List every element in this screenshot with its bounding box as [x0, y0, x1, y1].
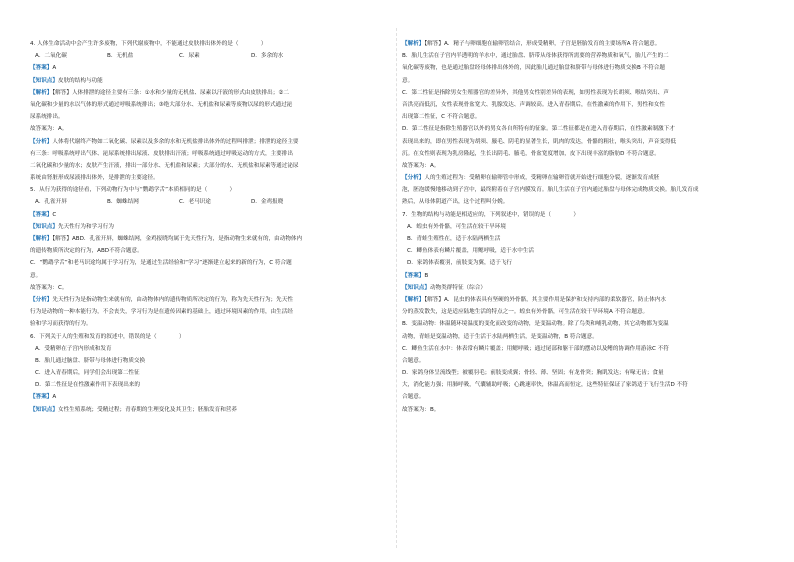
- q7-option-b: B．青蛙生殖性在，适于水陆两栖生活: [407, 236, 501, 242]
- q5-option-a: A．孔雀开屏: [35, 199, 67, 206]
- q4-option-a: A．二氧化碳: [35, 53, 67, 60]
- question-6-stem: 6．下列关于人的生殖和发育的叙述中，错误的是（ ）: [30, 333, 185, 340]
- question-5-stem: 5．从行为获得的途径看，下列动物行为中与“鹦鹉学舌”本质相同的是（ ）: [30, 187, 236, 194]
- analysis-text: 【解答】人体排泄的途径主要有三条：①水和少量的无机盐、尿素以汗液的形式由皮肤排出；②二: [52, 89, 289, 96]
- analysis-tag: 【解析】: [402, 41, 425, 47]
- answer-tag: 【答案】: [30, 394, 53, 401]
- answer-value: A: [52, 65, 57, 72]
- review-text: 人体将代谢终产物如二氧化碳、尿素以及多余的水和无机盐排出体外的过程叫排泄；排泄的途径主要: [52, 138, 299, 145]
- q7-knowledge-point: [402, 282, 757, 294]
- q4-knowledge-point: [30, 75, 385, 87]
- answer-value: B: [424, 272, 429, 279]
- analysis-tag: 【解析】: [30, 89, 53, 96]
- analysis-text: 【解答】ABD．孔雀开屏，蜘蛛结网，金鸡报晓均属于先天性行为，是指动物生来就有的，由动物体内: [52, 236, 303, 242]
- q4-review-line: [30, 136, 385, 148]
- q6-analysis-line: 意。: [402, 77, 414, 84]
- answer-tag: 【答案】: [30, 65, 53, 72]
- q7-option-c: C．鲫鱼体表有鳞片覆盖，用鳃呼吸，适于水中生活: [407, 248, 534, 255]
- q5-option-d: D．金鸡报晓: [251, 199, 284, 206]
- q7-answer: [402, 270, 757, 282]
- q5-analysis-line: 意。: [30, 272, 42, 279]
- q6-analysis-line: C．第二性征是指除男女生殖器官的差异外，其他男女性别差异的表现，如男性表现为长胡须、喉结突出、声: [402, 89, 669, 96]
- q6-analysis-line: B．胎儿生活在子宫内半透明的羊水中，通过胎盘、脐带从母体获得所需要的营养物质和氧气，胎儿产生的二: [402, 53, 669, 60]
- q7-analysis-line: D．家鸽身体呈流线型；被覆羽毛；前肢变成翼；骨轻、薄、坚固；有龙骨突；胸肌发达；有喙无齿；食量: [402, 370, 664, 377]
- right-column: [402, 38, 757, 416]
- q7-option-d: D．家鸽体表覆羽，前肢变为翼，适于飞行: [407, 260, 512, 267]
- knowledge-point-text: 动物类群特征（综合）: [429, 284, 486, 291]
- q7-analysis-line: [402, 294, 757, 306]
- left-column: [30, 38, 385, 416]
- review-text: 人的生殖过程为：受精卵在输卵管中形成，受精卵在输卵管就开始进行细胞分裂，逐渐发育成胚: [424, 175, 660, 182]
- q4-analysis-line: [30, 87, 385, 99]
- q4-review-line: 有三条：呼吸系统呼出气体、泌尿系统排出尿液、皮肤排出汗液；呼吸系统通过呼吸运动的方式，主要排出: [30, 150, 293, 157]
- q6-option-c: C．进入青春期后，同学们会出现第二性征: [35, 370, 140, 377]
- review-tag: 【分析】: [30, 138, 53, 145]
- q7-analysis-line: 大，消化能力强；用肺呼吸，气囊辅助呼吸；心跳速率快，体温高而恒定，这些特征保证了家鸽适于飞行生活D 不符: [402, 382, 688, 389]
- q6-analysis-line: 故答案为：A。: [402, 162, 440, 169]
- q6-option-a: A．受精卵在子宫内形成和发育: [35, 345, 112, 352]
- analysis-tag: 【解析】: [30, 236, 53, 242]
- q5-analysis-line: [30, 233, 385, 245]
- q6-knowledge-point: [30, 404, 385, 416]
- knowledge-point-text: 女性生殖系统；受精过程；青春期的生理变化及其卫生；胚胎发育和营养: [57, 406, 237, 413]
- q7-analysis-line: 故答案为：B。: [402, 406, 440, 413]
- q6-analysis-line: 音洪亮而低沉，女性表现骨盆宽大、乳腺发达、声调较高。进入青春期后，在性激素的作用下，男性和女性: [402, 101, 665, 108]
- q7-analysis-line: C．鲫鱼生活在水中：体表常有鳞片覆盖；用鳃呼吸；通过尾部和躯干部的摆动以及鳍的协调作用游泳C 不符: [402, 345, 669, 352]
- q5-analysis-line: 的遗传物质所决定的行为，ABD不符合题意。: [30, 248, 143, 255]
- question-7-stem: 7．生物的结构与功能是相适应的，下列叙述中，错误的是（ ）: [402, 211, 579, 218]
- question-4-options: [30, 50, 385, 62]
- q7-option-a: A．蝗虫有外骨骼，可生活在较干旱环境: [407, 223, 506, 230]
- q4-analysis-line: 氧化碳和少量的水以气体的形式通过呼吸系统排出；③绝大部分水、无机盐和尿素等废物以尿的形式通过泌: [30, 101, 293, 108]
- q5-analysis-line: C．“鹦鹉学舌”和老马识途均属于学习行为，是通过生活经验和“学习”逐渐建立起来的新的行为，C 符合题: [30, 260, 292, 267]
- q6-analysis-line: 出现第二性征，C 不符合题意。: [402, 114, 481, 121]
- q5-answer: [30, 209, 385, 221]
- q7-analysis-line: 合题意。: [402, 357, 425, 364]
- knowledge-point-tag: 【知识点】: [30, 77, 58, 84]
- knowledge-point-tag: 【知识点】: [402, 284, 430, 291]
- q7-analysis-line: 动物，青蛙是变温动物，适于生活于水陆两栖生活，是变温动物，B 符合题意。: [402, 333, 598, 340]
- review-tag: 【分析】: [402, 175, 425, 182]
- q6-analysis-line: 表现出来的，即在男性表现为胡须、腋毛、阴毛的显著生长，肌肉的发达，骨骼的粗壮，喉头突出，声音变得低: [402, 138, 677, 145]
- q7-analysis-line: 分的蒸发散失，这是适应陆地生活的特点之一。蝗虫有外骨骼，可生活在较干旱环境A 不符合题意。: [402, 309, 649, 316]
- q6-review-line: 泡，胚泡缓慢地移动到子宫中，最终附着在子宫内膜发育。胎儿生活在子宫内通过胎盘与母体完成物质交换。胎儿发育成: [402, 187, 699, 194]
- analysis-text: 【解答】A．精子与卵细胞在输卵管结合，形成受精卵，子宫是胚胎发育的主要场所A 符合题意。: [424, 41, 661, 47]
- q7-analysis-line: B．变温动物：体温随环境温度的变化而改变的动物，是变温动物。除了鸟类和哺乳动物，其它动物都为变温: [402, 321, 669, 328]
- answer-value: A: [52, 394, 57, 401]
- q7-analysis-line: 合题意。: [402, 394, 425, 401]
- q4-option-c: C．尿素: [179, 53, 200, 60]
- q4-review-line: 二氧化碳和少量的水；皮肤产生汗液，排出一部分水、无机盐和尿素；大部分的水、无机盐和尿素等通过泌尿: [30, 162, 299, 169]
- knowledge-point-text: 先天性行为和学习行为: [57, 223, 114, 230]
- q5-analysis-line: 故答案为：C。: [30, 284, 68, 291]
- q6-review-line: 熟后，从母体阴道产出，这个过程叫分娩。: [402, 199, 509, 206]
- q6-review-line: [402, 172, 757, 184]
- answer-value: C: [52, 211, 57, 218]
- q6-option-b: B．胎儿通过脑盘、脐带与母体进行物质交换: [35, 357, 146, 364]
- q6-answer: [30, 391, 385, 403]
- q4-answer: [30, 62, 385, 74]
- q6-analysis-line: D．第二性征是指除生殖器官以外的男女各自所特有的征象。第二性征都是在进入青春期后，在性激素制激下才: [402, 126, 675, 133]
- q4-analysis-line: 尿系统排出。: [30, 114, 64, 121]
- review-text: 先天性行为是指动物生来就有的，由动物体内的遗传物质所决定的行为，称为先天性行为；先天性: [52, 296, 293, 303]
- column-divider: [396, 28, 397, 548]
- q6-analysis-line: 氧化碳等废物，也是通过胎盘经母体排出体外的，因此胎儿通过胎盘和脐带与母体进行物质交换B 不符合题: [402, 65, 665, 72]
- review-tag: 【分析】: [30, 296, 53, 303]
- question-5-options: [30, 196, 385, 208]
- answer-tag: 【答案】: [402, 272, 425, 279]
- q6-analysis-line: [402, 38, 757, 50]
- analysis-tag: 【解析】: [402, 296, 425, 303]
- q5-option-b: B．蜘蛛结网: [107, 199, 139, 206]
- knowledge-point-tag: 【知识点】: [30, 406, 58, 413]
- q6-analysis-line: 沉。在女性则表现为乳房隆起，生长出阴毛、腋毛，骨盆宽度增加，皮下出现丰富的脂肪D 不符合题意。: [402, 150, 660, 157]
- q4-option-d: D．多余的水: [251, 53, 284, 60]
- q5-review-line: 验和学习而获得的行为。: [30, 321, 92, 328]
- question-4-stem: 4. 人体生命活动中会产生许多废物，下列代谢废物中，不能通过皮肤排出体外的是（ ）: [30, 41, 267, 47]
- answer-tag: 【答案】: [30, 211, 53, 218]
- q4-option-b: B．无机盐: [107, 53, 134, 60]
- q5-knowledge-point: [30, 221, 385, 233]
- knowledge-point-text: 皮肤的结构与功能: [57, 77, 103, 84]
- q5-review-line: [30, 294, 385, 306]
- q5-review-line: 行为是动物的一种本能行为，不会丧失，学习行为是在遗传因素的基础上，通过环境因素的作用，由生活经: [30, 309, 293, 316]
- q4-analysis-line: 故答案为：A。: [30, 126, 68, 133]
- knowledge-point-tag: 【知识点】: [30, 223, 58, 230]
- q5-option-c: C．老马识途: [179, 199, 211, 206]
- q4-review-line: 系统由肾脏形成尿液排出体外，是排泄的主要途径。: [30, 175, 159, 182]
- q6-option-d: D．第二性征是在性激素作用下表现出来的: [35, 382, 140, 389]
- analysis-text: 【解答】A．昆虫的体表具有坚硬的外骨骼，其主要作用是保护和支持内部的柔软器官，防止体内水: [424, 296, 666, 303]
